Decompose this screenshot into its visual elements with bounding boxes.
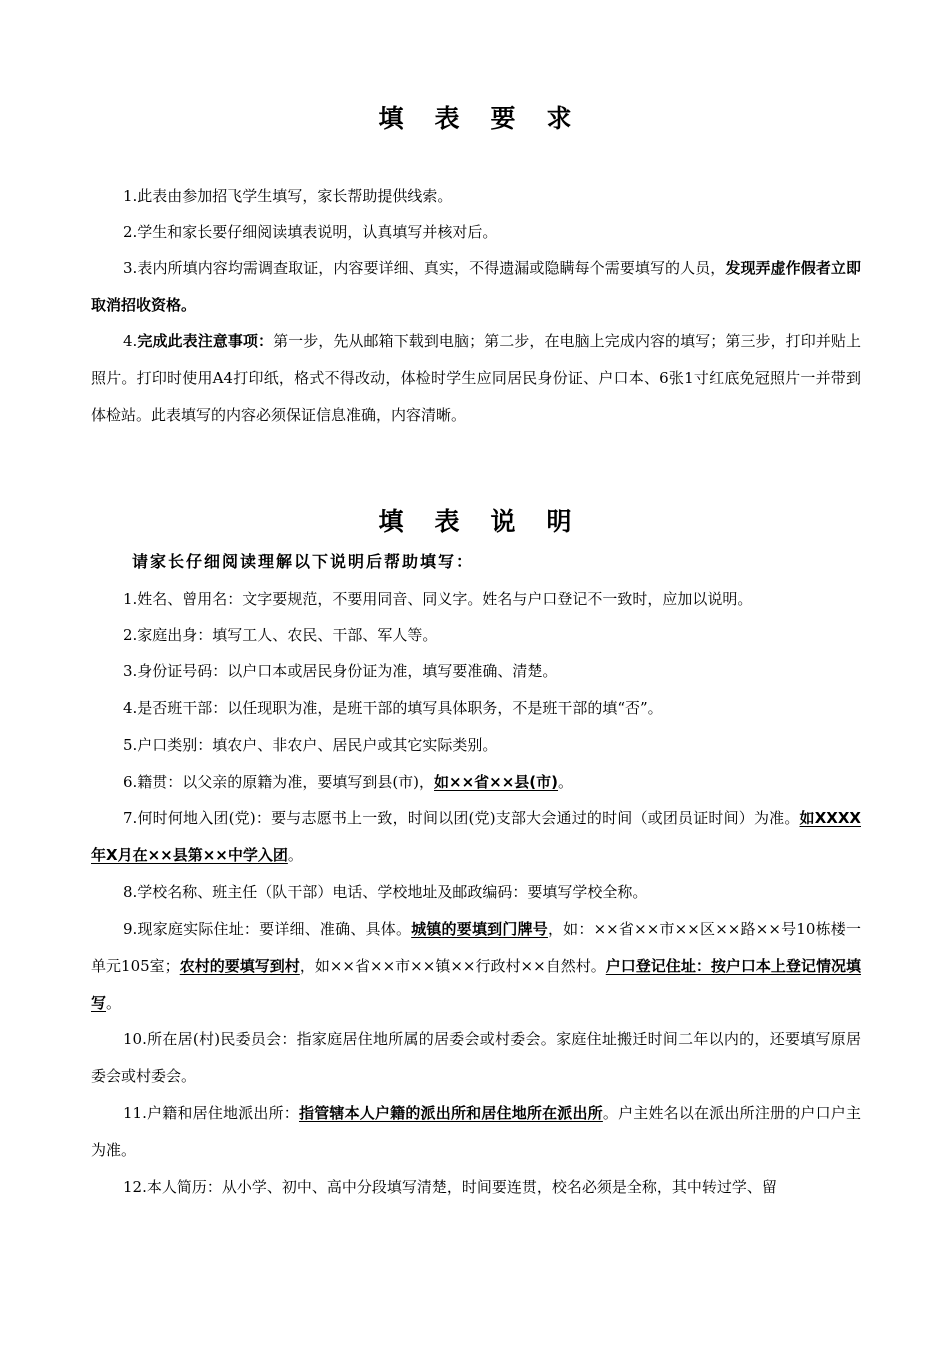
instruction-item-3: 3.身份证号码：以户口本或居民身份证为准，填写要准确、清楚。 [123,662,558,680]
requirement-item-4-number: 4. [123,332,138,350]
instruction-item-6-example: 如××省××县(市) [434,773,559,791]
instruction-item-1: 1.姓名、曾用名：文字要规范，不要用同音、同义字。姓名与户口登记不一致时，应加以说明。 [123,590,753,608]
instruction-item-9-rural: 农村的要填写到村 [179,957,300,975]
instruction-item-7-text: 7.何时何地入团(党)：要与志愿书上一致，时间以团(党)支部大会通过的时间（或团员证时间）为准。 [123,809,800,827]
instruction-item-12: 12.本人简历：从小学、初中、高中分段填写清楚，时间要连贯，校名必须是全称，其中转过学、留 [123,1178,777,1196]
instruction-item-9 [91,911,861,1022]
requirement-item-4-text: 第一步，先从邮箱下载到电脑；第二步，在电脑上完成内容的填写；第三步，打印并贴上照片。打印时使用A4打印纸，格式不得改动，体检时学生应同居民身份证、户口本、6张1寸红底免冠照片一并带到体检站。此表填写的内容必须保证信息准确，内容清晰。 [91,332,861,424]
instruction-item-7-example: 如XXXX年X月在××县第××中学入团 [91,809,861,864]
instruction-item-11-end: 。户主姓名以在派出所注册的户口户主为准。 [91,1104,861,1159]
instruction-item-6-text: 6.籍贯：以父亲的原籍为准，要填写到县(市)， [123,773,435,791]
requirement-item-2: 2.学生和家长要仔细阅读填表说明，认真填写并核对后。 [123,223,498,241]
instruction-item-4: 4.是否班干部：以任现职为准，是班干部的填写具体职务，不是班干部的填“否”。 [123,699,663,717]
instruction-item-5: 5.户口类别：填农户、非农户、居民户或其它实际类别。 [123,736,498,754]
requirement-item-3-text: 3.表内所填内容均需调查取证，内容要详细、真实，不得遗漏或隐瞒每个需要填写的人员， [123,259,726,277]
requirement-item-1: 1.此表由参加招飞学生填写，家长帮助提供线索。 [123,187,453,205]
instruction-item-11-text: 11.户籍和居住地派出所： [123,1104,299,1122]
instruction-item-9-registered: 户口登记住址：按户口本上登记情况填写 [91,957,861,1012]
instruction-item-11-emphasis: 指管辖本人户籍的派出所和居住地所在派出所 [299,1104,603,1122]
instruction-item-10: 10.所在居(村)民委员会：指家庭居住地所属的居委会或村委会。家庭住址搬迁时间二年以内的，还要填写原居委会或村委会。 [91,1030,861,1085]
instruction-item-9-end: 。 [106,994,122,1012]
requirement-item-3 [91,250,861,324]
instruction-item-7 [91,800,861,874]
page-title-requirements: 填表要求 [378,104,603,133]
instruction-item-9-urban: 城镇的要填到门牌号 [411,920,548,938]
instruction-item-8: 8.学校名称、班主任（队干部）电话、学校地址及邮政编码：要填写学校全称。 [123,883,648,901]
instruction-item-9-text: 9.现家庭实际住址：要详细、准确、具体。 [123,920,412,938]
instruction-item-6 [91,764,861,801]
instruction-item-2: 2.家庭出身：填写工人、农民、干部、军人等。 [123,626,438,644]
instruction-item-9-rural-example: ，如××省××市××镇××行政村××自然村。 [299,957,606,975]
instructions-subtitle: 请家长仔细阅读理解以下说明后帮助填写： [132,552,475,571]
page-title-instructions: 填表说明 [378,507,603,536]
instruction-item-7-end: 。 [287,846,303,864]
instruction-item-11 [91,1095,861,1169]
instruction-item-9-urban-example: ，如：××省××市××区××路××号10栋楼一单元105室； [91,920,861,975]
requirement-item-4-heading: 完成此表注意事项： [137,332,274,350]
requirement-item-3-emphasis: 发现弄虚作假者立即取消招收资格。 [91,259,861,314]
requirement-item-4 [91,323,861,434]
instruction-item-6-end: 。 [558,773,574,791]
